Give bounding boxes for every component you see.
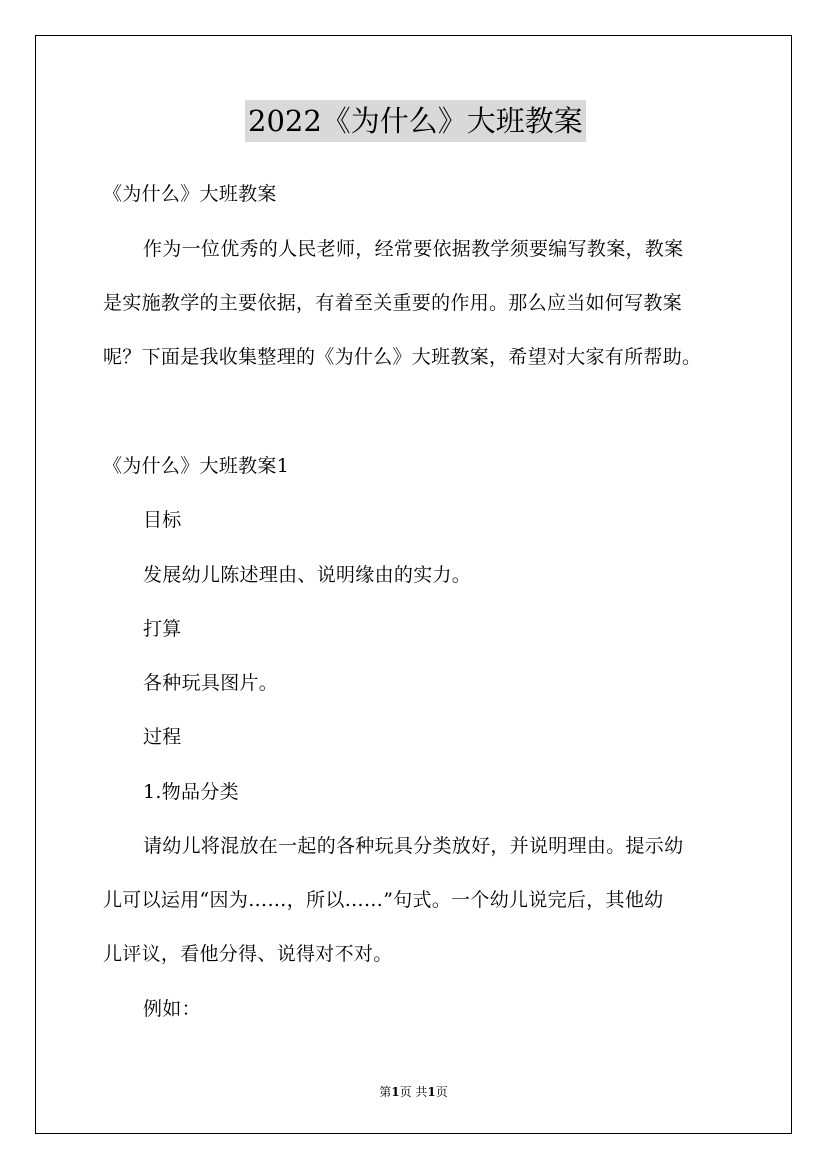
intro-line-2: 是实施教学的主要依据，有着至关重要的作用。那么应当如何写教案 [103, 292, 683, 314]
process-label: 过程 [143, 726, 182, 748]
page-footer [0, 1084, 827, 1100]
prep-text: 各种玩具图片。 [143, 672, 279, 694]
document-subtitle: 《为什么》大班教案 [103, 183, 277, 205]
step1-body-line-2: 儿可以运用“因为……，所以……”句式。一个幼儿说完后，其他幼 [103, 889, 664, 911]
footer-page-total: 1 [427, 1085, 436, 1099]
intro-line-3: 呢？下面是我收集整理的《为什么》大班教案，希望对大家有所帮助。 [103, 346, 702, 368]
intro-line-1: 作为一位优秀的人民老师，经常要依据教学须要编写教案，教案 [143, 238, 684, 260]
prep-label: 打算 [143, 618, 182, 640]
footer-page-suffix: 页 [435, 1085, 448, 1099]
goal-label: 目标 [143, 509, 182, 531]
step1-body-line-1: 请幼儿将混放在一起的各种玩具分类放好，并说明理由。提示幼 [143, 835, 684, 857]
footer-page-prefix: 第 [379, 1085, 392, 1099]
step1-body-line-3: 儿评议，看他分得、说得对不对。 [103, 943, 393, 965]
footer-page-mid: 页 共 [399, 1085, 428, 1099]
goal-text: 发展幼儿陈述理由、说明缘由的实力。 [143, 564, 472, 586]
footer-page-number: 1 [391, 1085, 400, 1099]
example-label: 例如： [143, 998, 201, 1020]
step1-title: 1.物品分类 [143, 781, 239, 803]
document-title: 2022《为什么》大班教案 [245, 100, 586, 142]
section-heading: 《为什么》大班教案1 [103, 455, 290, 477]
